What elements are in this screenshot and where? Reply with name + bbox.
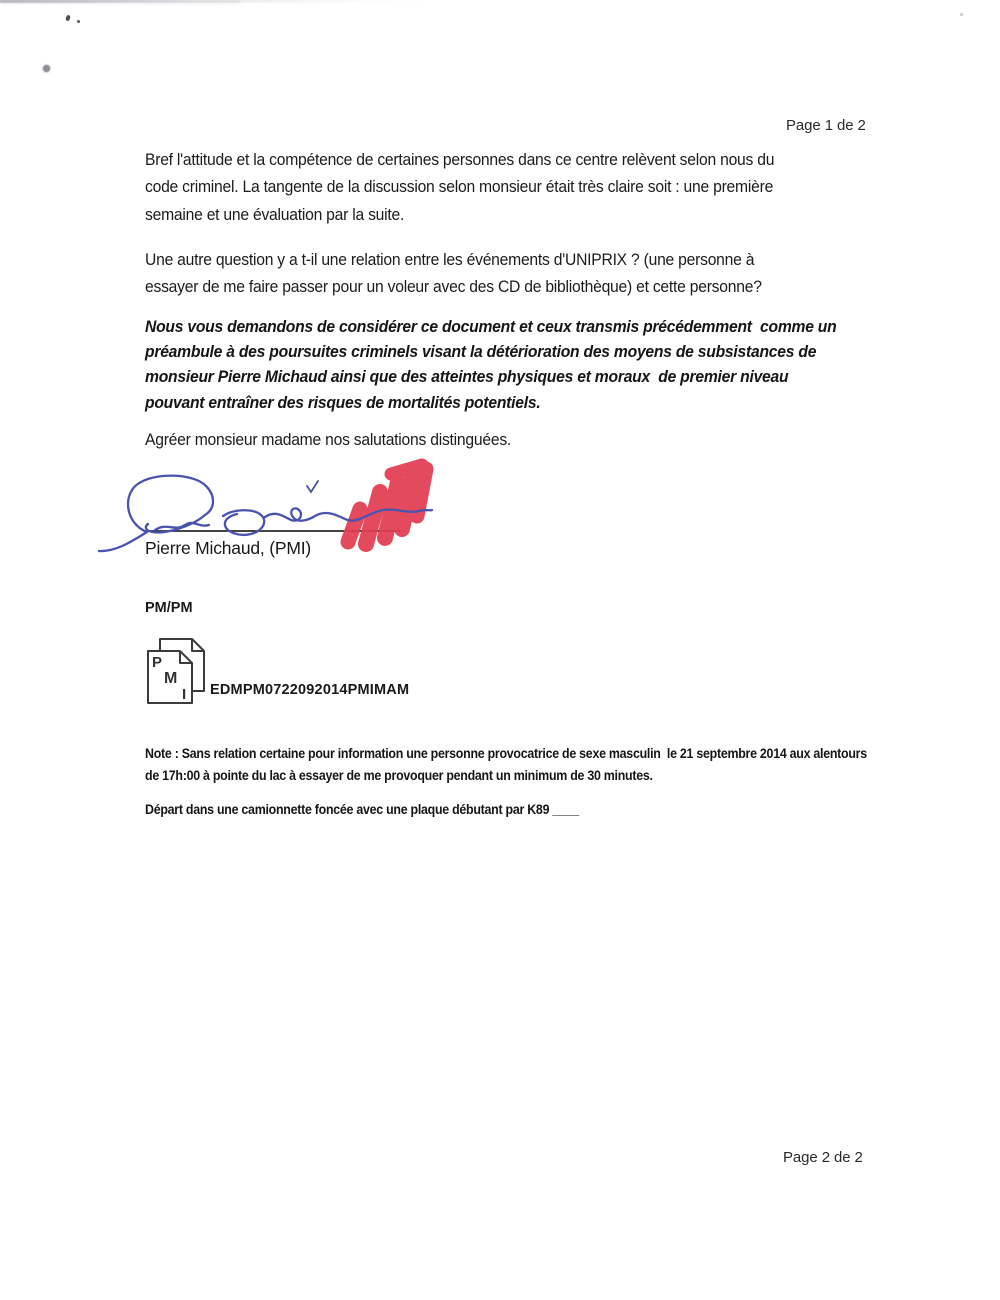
text-line: Départ dans une camionnette foncée avec une plaque débutant par K89 ____ xyxy=(145,802,579,817)
text-line: de 17h:00 à pointe du lac à essayer de me provoquer pendant un minimum de 30 minutes. xyxy=(145,768,653,784)
scan-dot-artifact xyxy=(43,65,50,72)
text-line: essayer de me faire passer pour un voleur avec des CD de bibliothèque) et cette personne? xyxy=(145,278,762,297)
text-line: pouvant entraîner des risques de mortalités potentiels. xyxy=(145,393,541,412)
scan-speck-artifact xyxy=(65,15,71,22)
paragraph-demand xyxy=(145,315,836,416)
text-line: préambule à des poursuites criminels visant la détérioration des moyens de subsistances de xyxy=(145,343,817,362)
scan-speck-artifact xyxy=(77,20,80,23)
page-number-top: Page 1 de 2 xyxy=(786,117,866,134)
text-line: Une autre question y a t-il une relation entre les événements d'UNIPRIX ? (une personne à xyxy=(145,251,755,269)
marker-redaction xyxy=(348,465,426,544)
typist-initials: PM/PM xyxy=(145,600,193,616)
pmi-document-stamp xyxy=(146,637,210,707)
scan-speck-artifact xyxy=(960,13,963,16)
departure-note xyxy=(145,799,579,821)
text-line: Agréer monsieur madame nos salutations distinguées. xyxy=(145,431,512,449)
paragraph-intro xyxy=(145,147,774,229)
closing-line xyxy=(145,427,511,454)
scan-streak-artifact xyxy=(0,0,240,4)
text-line: monsieur Pierre Michaud ainsi que des atteintes physiques et moraux de premier niveau xyxy=(145,368,789,387)
text-line: Note : Sans relation certaine pour information une personne provocatrice de sexe masculin le 21 septembre 2014 aux alentours xyxy=(145,746,867,761)
text-line: Nous vous demandons de considérer ce document et ceux transmis précédemment comme un xyxy=(145,318,837,336)
text-line: code criminel. La tangente de la discussion selon monsieur était très claire soit : une première xyxy=(145,178,774,197)
note-text xyxy=(145,743,867,788)
stamp-letter-i: I xyxy=(182,686,187,703)
signer-name: Pierre Michaud, (PMI) xyxy=(145,538,311,558)
stamp-letter-p: P xyxy=(152,654,163,671)
paragraph-question xyxy=(145,247,762,302)
text-line: Bref l'attitude et la compétence de certaines personnes dans ce centre relèvent selon nous du xyxy=(145,151,775,169)
reference-code: EDMPM0722092014PMIMAM xyxy=(210,682,410,698)
text-line: semaine et une évaluation par la suite. xyxy=(145,205,405,224)
stamp-letter-m: M xyxy=(164,670,178,687)
page-number-bottom: Page 2 de 2 xyxy=(783,1149,863,1166)
